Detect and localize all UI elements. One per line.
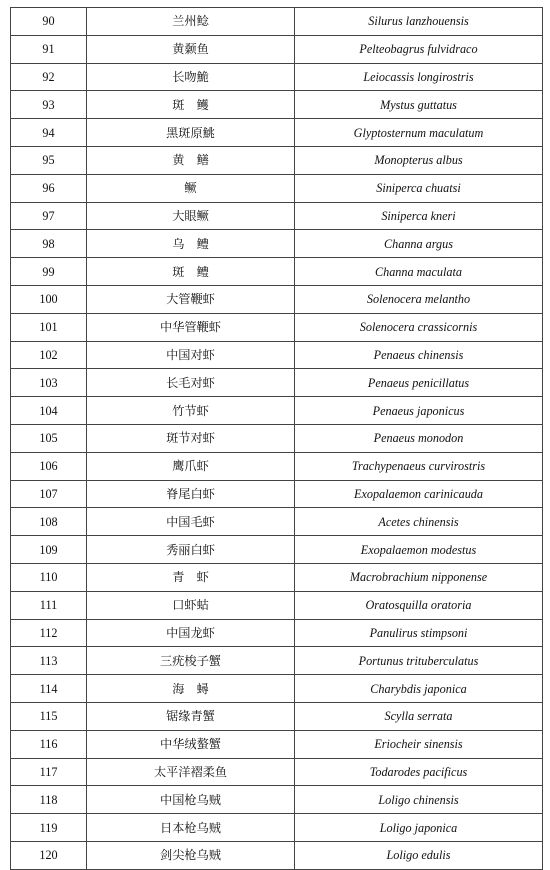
latin-name-cell: Penaeus japonicus bbox=[295, 397, 543, 425]
row-number-cell: 92 bbox=[11, 63, 87, 91]
chinese-name-cell: 长吻鮠 bbox=[87, 63, 295, 91]
row-number-cell: 107 bbox=[11, 480, 87, 508]
row-number-cell: 110 bbox=[11, 563, 87, 591]
row-number-cell: 111 bbox=[11, 591, 87, 619]
latin-name-cell: Monopterus albus bbox=[295, 146, 543, 174]
latin-name-cell: Todarodes pacificus bbox=[295, 758, 543, 786]
chinese-name-cell: 脊尾白虾 bbox=[87, 480, 295, 508]
table-row bbox=[11, 758, 543, 786]
chinese-name-cell: 剑尖枪乌贼 bbox=[87, 841, 295, 869]
table-row bbox=[11, 313, 543, 341]
table-row bbox=[11, 508, 543, 536]
chinese-name-cell: 乌 鳢 bbox=[87, 230, 295, 258]
chinese-name-cell: 海 蟳 bbox=[87, 675, 295, 703]
latin-name-cell: Siniperca kneri bbox=[295, 202, 543, 230]
row-number-cell: 119 bbox=[11, 814, 87, 842]
latin-name-cell: Siniperca chuatsi bbox=[295, 174, 543, 202]
chinese-name-cell: 大眼鳜 bbox=[87, 202, 295, 230]
row-number-cell: 90 bbox=[11, 8, 87, 36]
chinese-name-cell: 中国毛虾 bbox=[87, 508, 295, 536]
table-row bbox=[11, 702, 543, 730]
chinese-name-cell: 鹰爪虾 bbox=[87, 452, 295, 480]
latin-name-cell: Penaeus monodon bbox=[295, 424, 543, 452]
chinese-name-cell: 斑 鳠 bbox=[87, 91, 295, 119]
latin-name-cell: Eriocheir sinensis bbox=[295, 730, 543, 758]
chinese-name-cell: 日本枪乌贼 bbox=[87, 814, 295, 842]
latin-name-cell: Solenocera crassicornis bbox=[295, 313, 543, 341]
row-number-cell: 108 bbox=[11, 508, 87, 536]
chinese-name-cell: 中国龙虾 bbox=[87, 619, 295, 647]
chinese-name-cell: 锯缘青蟹 bbox=[87, 702, 295, 730]
latin-name-cell: Panulirus stimpsoni bbox=[295, 619, 543, 647]
latin-name-cell: Leiocassis longirostris bbox=[295, 63, 543, 91]
table-row bbox=[11, 730, 543, 758]
table-row bbox=[11, 619, 543, 647]
chinese-name-cell: 大管鞭虾 bbox=[87, 285, 295, 313]
chinese-name-cell: 斑节对虾 bbox=[87, 424, 295, 452]
table-row bbox=[11, 647, 543, 675]
table-row bbox=[11, 119, 543, 147]
row-number-cell: 105 bbox=[11, 424, 87, 452]
latin-name-cell: Macrobrachium nipponense bbox=[295, 563, 543, 591]
row-number-cell: 100 bbox=[11, 285, 87, 313]
table-row bbox=[11, 675, 543, 703]
latin-name-cell: Charybdis japonica bbox=[295, 675, 543, 703]
row-number-cell: 94 bbox=[11, 119, 87, 147]
row-number-cell: 120 bbox=[11, 841, 87, 869]
chinese-name-cell: 长毛对虾 bbox=[87, 369, 295, 397]
chinese-name-cell: 秀丽白虾 bbox=[87, 536, 295, 564]
table-row bbox=[11, 146, 543, 174]
row-number-cell: 104 bbox=[11, 397, 87, 425]
row-number-cell: 99 bbox=[11, 258, 87, 286]
chinese-name-cell: 黄 鳝 bbox=[87, 146, 295, 174]
chinese-name-cell: 兰州鲶 bbox=[87, 8, 295, 36]
table-row bbox=[11, 174, 543, 202]
chinese-name-cell: 竹节虾 bbox=[87, 397, 295, 425]
table-row bbox=[11, 369, 543, 397]
latin-name-cell: Penaeus chinensis bbox=[295, 341, 543, 369]
row-number-cell: 113 bbox=[11, 647, 87, 675]
latin-name-cell: Portunus trituberculatus bbox=[295, 647, 543, 675]
chinese-name-cell: 黄颡鱼 bbox=[87, 35, 295, 63]
latin-name-cell: Scylla serrata bbox=[295, 702, 543, 730]
latin-name-cell: Loligo japonica bbox=[295, 814, 543, 842]
table-row bbox=[11, 536, 543, 564]
table-row bbox=[11, 563, 543, 591]
chinese-name-cell: 青 虾 bbox=[87, 563, 295, 591]
table-row bbox=[11, 285, 543, 313]
row-number-cell: 93 bbox=[11, 91, 87, 119]
latin-name-cell: Penaeus penicillatus bbox=[295, 369, 543, 397]
chinese-name-cell: 中华绒螯蟹 bbox=[87, 730, 295, 758]
table-row bbox=[11, 230, 543, 258]
row-number-cell: 118 bbox=[11, 786, 87, 814]
latin-name-cell: Exopalaemon modestus bbox=[295, 536, 543, 564]
table-row bbox=[11, 814, 543, 842]
row-number-cell: 102 bbox=[11, 341, 87, 369]
row-number-cell: 114 bbox=[11, 675, 87, 703]
table-row bbox=[11, 591, 543, 619]
latin-name-cell: Trachypenaeus curvirostris bbox=[295, 452, 543, 480]
row-number-cell: 112 bbox=[11, 619, 87, 647]
chinese-name-cell: 中国对虾 bbox=[87, 341, 295, 369]
latin-name-cell: Pelteobagrus fulvidraco bbox=[295, 35, 543, 63]
chinese-name-cell: 三疣梭子蟹 bbox=[87, 647, 295, 675]
row-number-cell: 103 bbox=[11, 369, 87, 397]
row-number-cell: 91 bbox=[11, 35, 87, 63]
latin-name-cell: Loligo chinensis bbox=[295, 786, 543, 814]
row-number-cell: 97 bbox=[11, 202, 87, 230]
species-table-body bbox=[11, 8, 543, 870]
chinese-name-cell: 口虾蛄 bbox=[87, 591, 295, 619]
table-row bbox=[11, 35, 543, 63]
table-row bbox=[11, 341, 543, 369]
table-row bbox=[11, 63, 543, 91]
table-row bbox=[11, 202, 543, 230]
species-table bbox=[10, 7, 543, 870]
latin-name-cell: Channa argus bbox=[295, 230, 543, 258]
latin-name-cell: Oratosquilla oratoria bbox=[295, 591, 543, 619]
row-number-cell: 101 bbox=[11, 313, 87, 341]
chinese-name-cell: 斑 鳢 bbox=[87, 258, 295, 286]
table-row bbox=[11, 452, 543, 480]
table-row bbox=[11, 841, 543, 869]
chinese-name-cell: 太平洋褶柔鱼 bbox=[87, 758, 295, 786]
row-number-cell: 98 bbox=[11, 230, 87, 258]
chinese-name-cell: 黑斑原鮡 bbox=[87, 119, 295, 147]
latin-name-cell: Loligo edulis bbox=[295, 841, 543, 869]
row-number-cell: 109 bbox=[11, 536, 87, 564]
table-row bbox=[11, 480, 543, 508]
table-row bbox=[11, 424, 543, 452]
latin-name-cell: Mystus guttatus bbox=[295, 91, 543, 119]
latin-name-cell: Solenocera melantho bbox=[295, 285, 543, 313]
chinese-name-cell: 中华管鞭虾 bbox=[87, 313, 295, 341]
table-row bbox=[11, 786, 543, 814]
row-number-cell: 117 bbox=[11, 758, 87, 786]
latin-name-cell: Acetes chinensis bbox=[295, 508, 543, 536]
row-number-cell: 106 bbox=[11, 452, 87, 480]
row-number-cell: 115 bbox=[11, 702, 87, 730]
chinese-name-cell: 中国枪乌贼 bbox=[87, 786, 295, 814]
row-number-cell: 96 bbox=[11, 174, 87, 202]
latin-name-cell: Exopalaemon carinicauda bbox=[295, 480, 543, 508]
latin-name-cell: Glyptosternum maculatum bbox=[295, 119, 543, 147]
table-row bbox=[11, 8, 543, 36]
latin-name-cell: Silurus lanzhouensis bbox=[295, 8, 543, 36]
row-number-cell: 95 bbox=[11, 146, 87, 174]
table-row bbox=[11, 91, 543, 119]
table-row bbox=[11, 397, 543, 425]
chinese-name-cell: 鳜 bbox=[87, 174, 295, 202]
latin-name-cell: Channa maculata bbox=[295, 258, 543, 286]
row-number-cell: 116 bbox=[11, 730, 87, 758]
table-row bbox=[11, 258, 543, 286]
